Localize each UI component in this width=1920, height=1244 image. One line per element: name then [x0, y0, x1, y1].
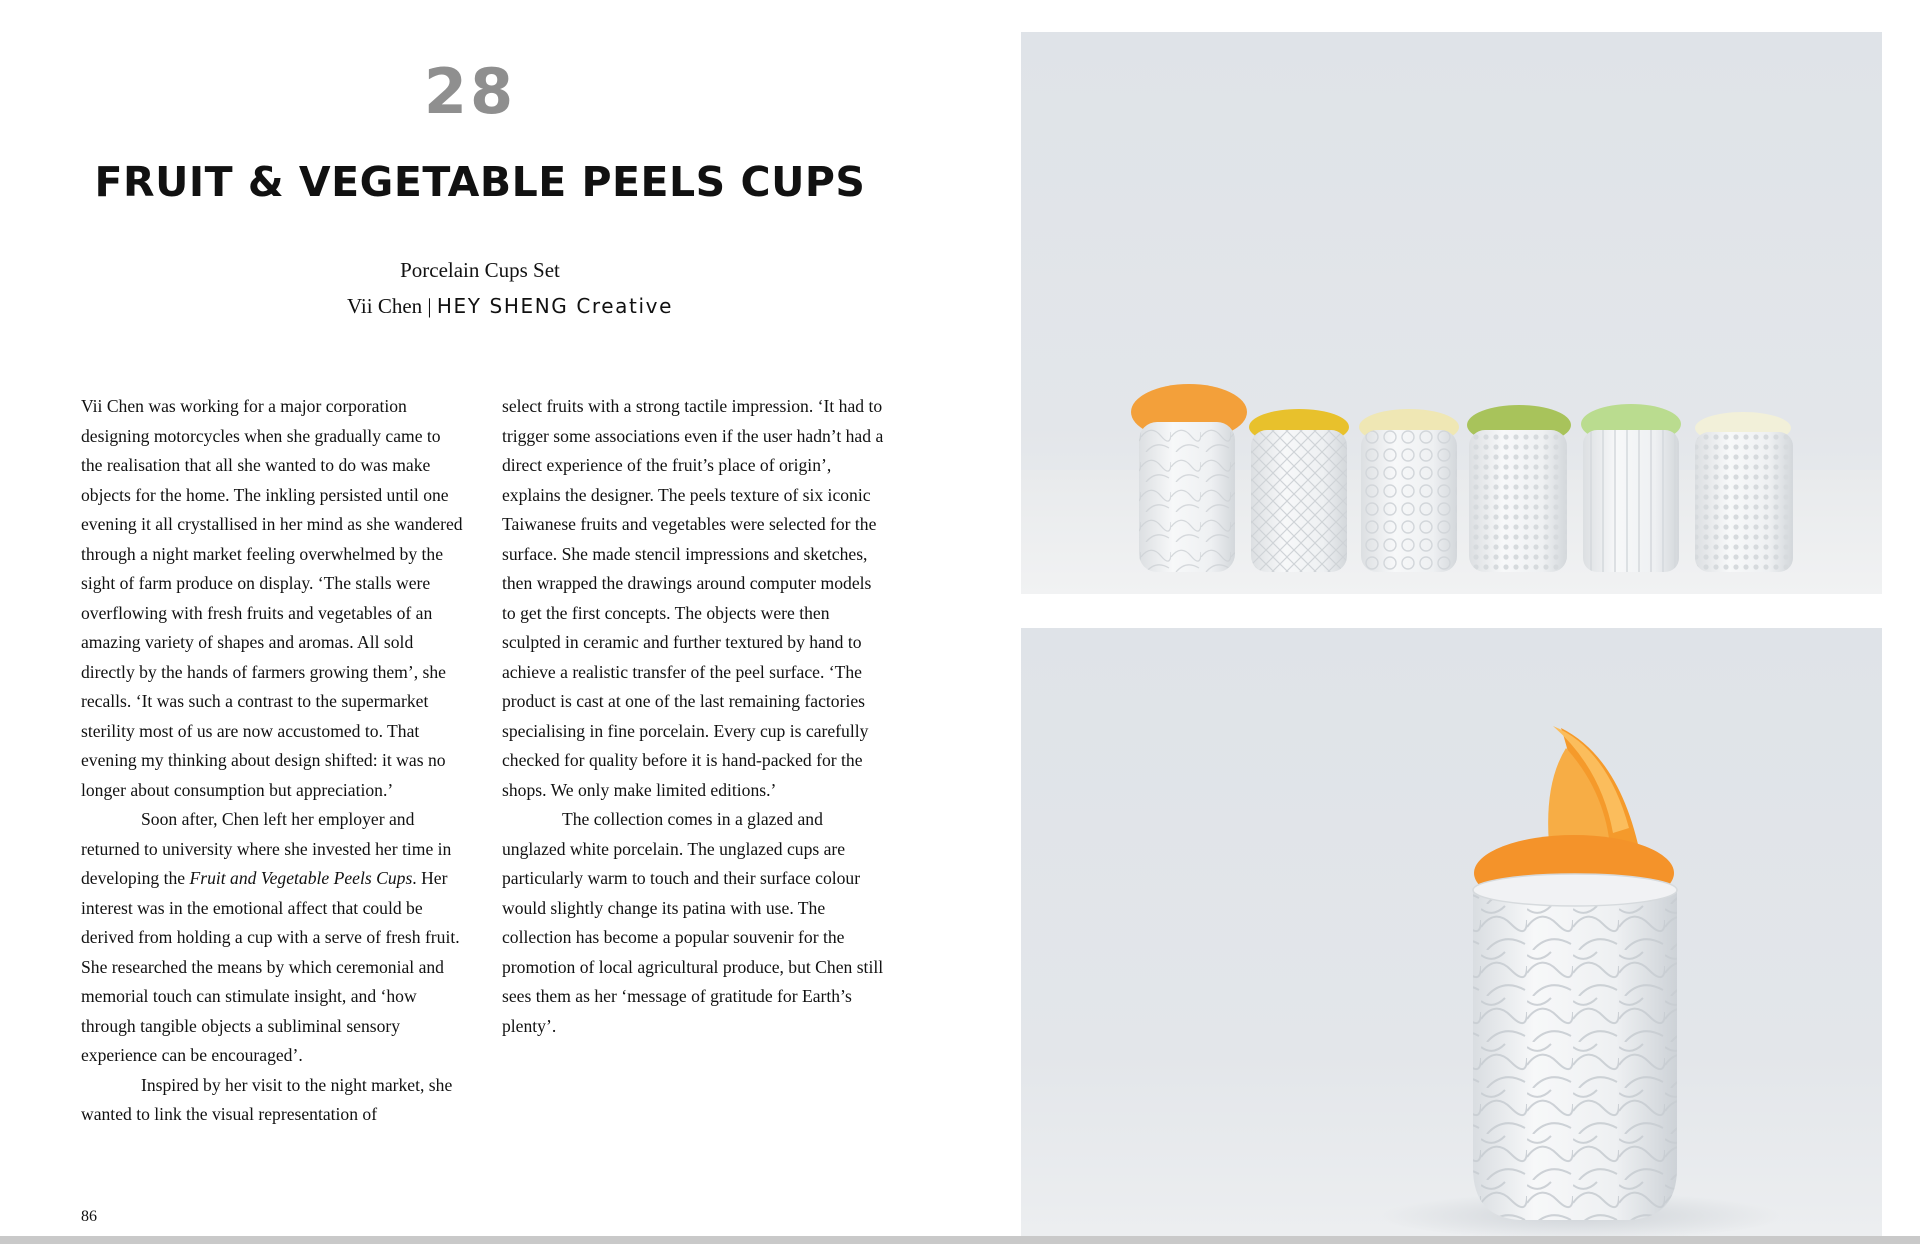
subtitle: Porcelain Cups Set: [400, 258, 560, 282]
credit-line: [300, 294, 720, 319]
cup-group: [1131, 384, 1793, 572]
body-column-right: [502, 392, 887, 1041]
six-textured-porcelain-cups-icon: [1021, 32, 1882, 594]
chapter-number: 28: [423, 55, 517, 128]
studio-name: HEY SHENG Creative: [436, 294, 673, 318]
paragraph: select fruits with a strong tactile impression. ‘It had to trigger some associations even if the user hadn’t had a direct experience of the fruit’s place of origin’, explains the designer. The peels texture of six iconic Taiwanese fruits and vegetables were selected for the surface. She made stencil impressions and sketches, then wrapped the drawings around computer models to get the first concepts. The objects were then sculpted in ceramic and further textured by hand to achieve a realistic transfer of the peel surface. ‘The product is cast at one of the last remaining factories specialising in fine porcelain. Every cup is carefully checked for quality before it is hand-packed for the shops. We only make limited editions.’: [502, 396, 884, 800]
paragraph: The collection comes in a glazed and unglazed white porcelain. The unglazed cups are particularly warm to touch and their surface colour would slightly change its patina with use. The collection has become a popular souvenir for the promotion of local agricultural produce, but Chen still sees them as her ‘message of gratitude for Earth’s plenty’.: [502, 809, 884, 1036]
paragraph-text: Soon after, Chen left her employer and returned to university where she invested her time in developing the: [81, 809, 452, 888]
photo-single-cup: [1021, 628, 1882, 1236]
bottom-edge-bar: [0, 1236, 1920, 1244]
paragraph-text: . Her interest was in the emotional affect that could be derived from holding a cup with a serve of fresh fruit. She researched the means by which ceremonial and memorial touch can stimulate insight, and ‘how through tangible objects a subliminal sensory experience can be encouraged’.: [81, 868, 460, 1065]
paragraph: Vii Chen was working for a major corporation designing motorcycles when she gradually came to the realisation that all she wanted to do was make objects for the home. The inkling persisted until one evening it all crystallised in her mind as she wandered through a night market feeling overwhelmed by the sight of farm produce on display. ‘The stalls were overflowing with fresh fruits and vegetables of an amazing variety of shapes and aromas. All sold directly by the hands of farmers growing them’, she recalls. ‘It was such a contrast to the supermarket sterility most of us are now accustomed to. That evening my thinking about design shifted: it was no longer about consumption but appreciation.’: [81, 396, 463, 800]
cup-with-peach-slices-icon: [1021, 628, 1882, 1236]
photo-cups-row: [1021, 32, 1882, 594]
paragraph: Inspired by her visit to the night market, she wanted to link the visual representation of: [81, 1074, 453, 1124]
product-name-italic: Fruit and Vegetable Peels Cups: [189, 868, 413, 888]
page-title: FRUIT & VEGETABLE PEELS CUPS: [94, 158, 866, 206]
credit-separator: |: [422, 294, 437, 318]
body-column-left: [81, 392, 466, 1130]
page-folio: 86: [81, 1208, 97, 1225]
paragraph: [81, 805, 466, 1071]
designer-name: Vii Chen: [347, 294, 423, 318]
